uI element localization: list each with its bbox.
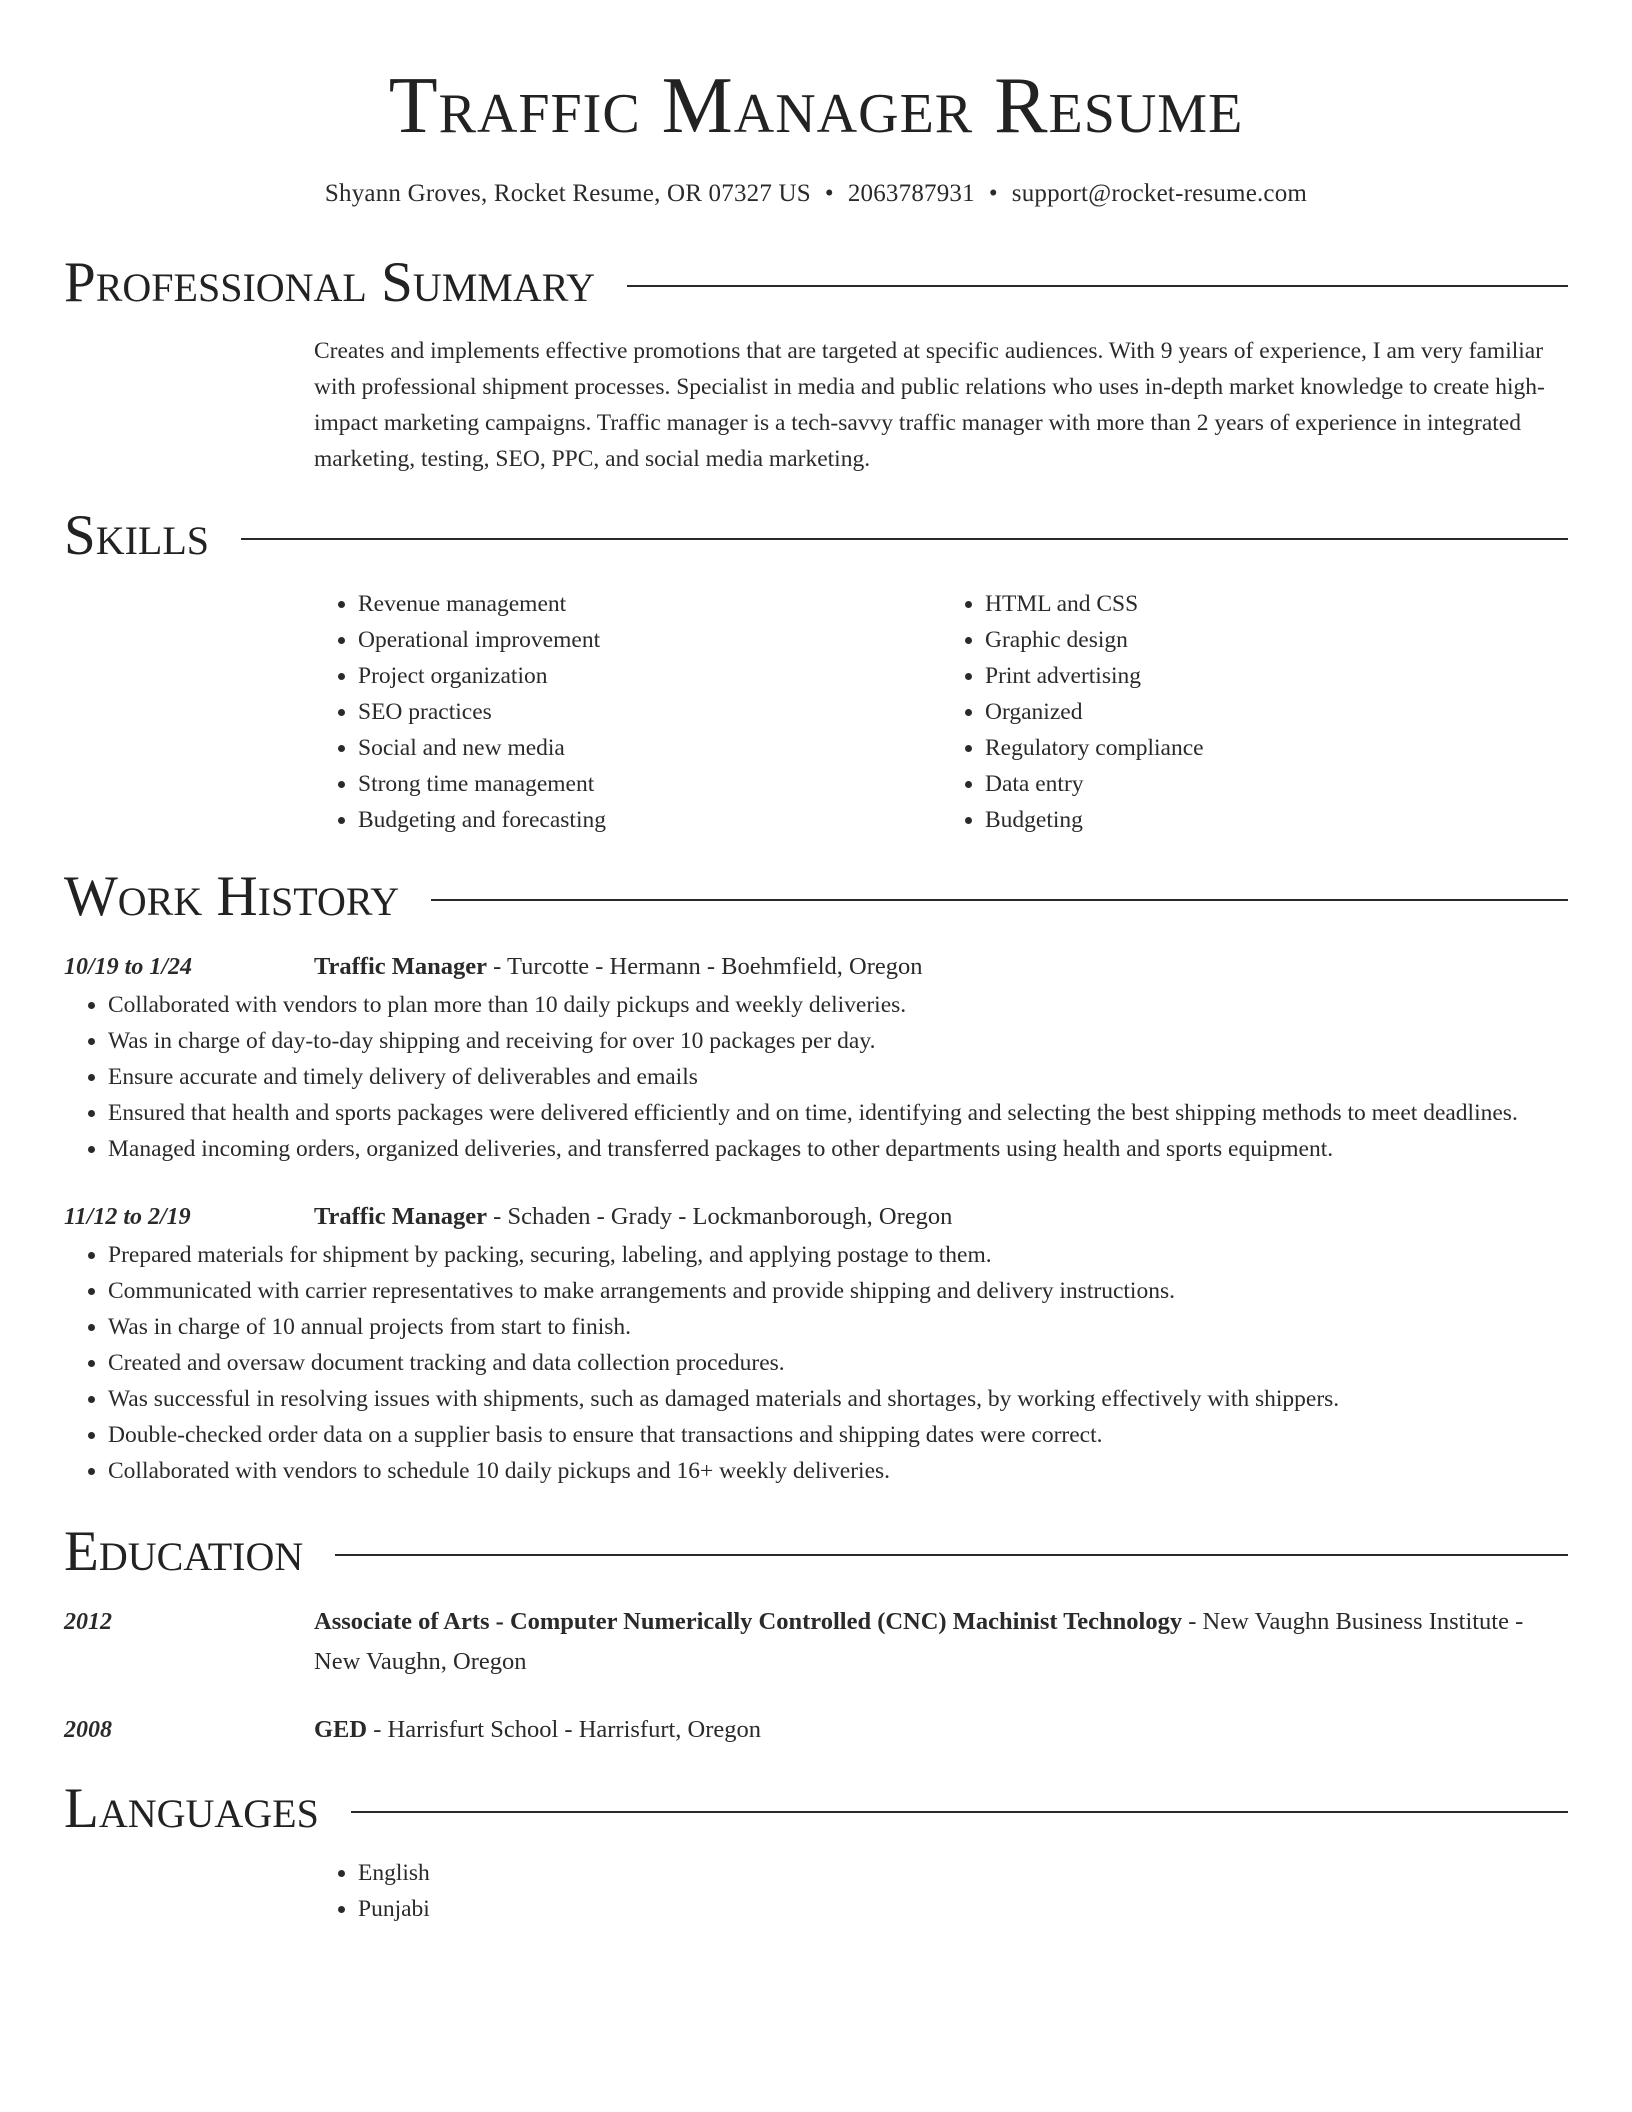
resume-title: Traffic Manager Resume bbox=[388, 62, 1244, 150]
education-details bbox=[314, 1602, 1568, 1682]
education-heading: Education bbox=[64, 1520, 304, 1583]
skill-item: • Revenue management bbox=[358, 586, 941, 622]
skill-item: • Data entry bbox=[985, 766, 1568, 802]
section-divider bbox=[627, 285, 1568, 287]
skill-item: • SEO practices bbox=[358, 694, 941, 730]
job-title-line bbox=[314, 1197, 1568, 1237]
education-degree: GED bbox=[314, 1716, 368, 1743]
skill-item: • Strong time management bbox=[358, 766, 941, 802]
contact-separator: • bbox=[824, 180, 834, 207]
languages-heading: Languages bbox=[64, 1777, 319, 1840]
job-duty: • Collaborated with vendors to plan more than 10 daily pickups and weekly deliveries. bbox=[108, 987, 1568, 1023]
job-duty: • Prepared materials for shipment by packing, securing, labeling, and applying postage to them. bbox=[108, 1237, 1568, 1273]
education-section-header bbox=[64, 1520, 1568, 1583]
education-year: 2012 bbox=[64, 1609, 112, 1635]
job-duty: • Created and oversaw document tracking and data collection procedures. bbox=[108, 1345, 1568, 1381]
job-entry bbox=[64, 1197, 1568, 1489]
languages-section-header bbox=[64, 1777, 1568, 1840]
skill-item: • Organized bbox=[985, 694, 1568, 730]
skills-section-header bbox=[64, 504, 1568, 567]
skill-item: • HTML and CSS bbox=[985, 586, 1568, 622]
job-header bbox=[64, 947, 1568, 987]
education-details bbox=[314, 1710, 1568, 1750]
job-title-line bbox=[314, 947, 1568, 987]
section-divider bbox=[335, 1554, 1568, 1556]
skill-item: • Budgeting bbox=[985, 802, 1568, 838]
job-duty: • Was successful in resolving issues with shipments, such as damaged materials and shortages, by working effectively with shippers. bbox=[108, 1381, 1568, 1417]
section-divider bbox=[241, 538, 1568, 540]
job-employer: - Schaden - Grady - Lockmanborough, Oregon bbox=[487, 1203, 953, 1230]
work-section-header bbox=[64, 865, 1568, 928]
job-duty: • Communicated with carrier representatives to make arrangements and provide shipping and delivery instructions. bbox=[108, 1273, 1568, 1309]
job-duty: • Double-checked order data on a supplier basis to ensure that transactions and shipping dates were correct. bbox=[108, 1417, 1568, 1453]
job-entry bbox=[64, 947, 1568, 1167]
skills-column-right bbox=[941, 586, 1568, 838]
contact-address: Shyann Groves, Rocket Resume, OR 07327 US bbox=[324, 180, 811, 207]
job-duties bbox=[64, 987, 1568, 1167]
work-heading: Work History bbox=[64, 865, 400, 928]
skill-item: • Budgeting and forecasting bbox=[358, 802, 941, 838]
job-duty: • Was in charge of 10 annual projects from start to finish. bbox=[108, 1309, 1568, 1345]
skill-item: • Regulatory compliance bbox=[985, 730, 1568, 766]
job-duty: • Was in charge of day-to-day shipping and receiving for over 10 packages per day. bbox=[108, 1023, 1568, 1059]
section-divider bbox=[431, 899, 1568, 901]
job-duty: • Ensure accurate and timely delivery of deliverables and emails bbox=[108, 1059, 1568, 1095]
education-entry bbox=[64, 1602, 1568, 1682]
skill-item: • Graphic design bbox=[985, 622, 1568, 658]
skills-list bbox=[314, 586, 1568, 838]
contact-phone: 2063787931 bbox=[847, 180, 975, 207]
summary-text: Creates and implements effective promotions that are targeted at specific audiences. With 9 years of experience, I am very familiar with professional shipment processes. Specialist in media and public relations who uses in-depth market knowledge to create high-impact marketing campaigns. Traffic manager is a tech-savvy traffic manager with more than 2 years of experience in integrated marketing, testing, SEO, PPC, and social media marketing. bbox=[314, 338, 1545, 472]
skill-item: • Social and new media bbox=[358, 730, 941, 766]
summary-section-header bbox=[64, 251, 1568, 314]
contact-separator: • bbox=[988, 180, 998, 207]
job-duties bbox=[64, 1237, 1568, 1489]
job-dates: 11/12 to 2/19 bbox=[64, 1204, 191, 1230]
language-item: • Punjabi bbox=[358, 1891, 1568, 1927]
education-school: - Harrisfurt School - Harrisfurt, Oregon bbox=[367, 1716, 762, 1743]
language-item: • English bbox=[358, 1855, 1568, 1891]
skill-item: • Operational improvement bbox=[358, 622, 941, 658]
job-title: Traffic Manager bbox=[314, 953, 488, 980]
job-duty: • Managed incoming orders, organized deliveries, and transferred packages to other departments using health and sports equipment. bbox=[108, 1131, 1568, 1167]
job-dates: 10/19 to 1/24 bbox=[64, 954, 193, 980]
skill-item: • Print advertising bbox=[985, 658, 1568, 694]
education-entry bbox=[64, 1710, 1568, 1750]
education-year: 2008 bbox=[64, 1717, 112, 1743]
languages-list bbox=[314, 1855, 1568, 1927]
contact-line bbox=[64, 180, 1568, 208]
job-employer: - Turcotte - Hermann - Boehmfield, Oregon bbox=[487, 953, 923, 980]
job-duty: • Collaborated with vendors to schedule 10 daily pickups and 16+ weekly deliveries. bbox=[108, 1453, 1568, 1489]
contact-email: support@rocket-resume.com bbox=[1011, 180, 1308, 207]
job-duty: • Ensured that health and sports packages were delivered efficiently and on time, identifying and selecting the best shipping methods to meet deadlines. bbox=[108, 1095, 1568, 1131]
summary-heading: Professional Summary bbox=[64, 251, 596, 314]
skills-heading: Skills bbox=[64, 504, 210, 567]
skill-item: • Project organization bbox=[358, 658, 941, 694]
skills-column-left bbox=[314, 586, 941, 838]
job-title: Traffic Manager bbox=[314, 1203, 488, 1230]
job-header bbox=[64, 1197, 1568, 1237]
languages-items bbox=[314, 1855, 1568, 1927]
section-divider bbox=[351, 1811, 1568, 1813]
education-school: - New Vaughn Business Institute - New Vaughn, Oregon bbox=[314, 1608, 1524, 1675]
education-degree: Associate of Arts - Computer Numerically Controlled (CNC) Machinist Technology bbox=[314, 1608, 1183, 1635]
